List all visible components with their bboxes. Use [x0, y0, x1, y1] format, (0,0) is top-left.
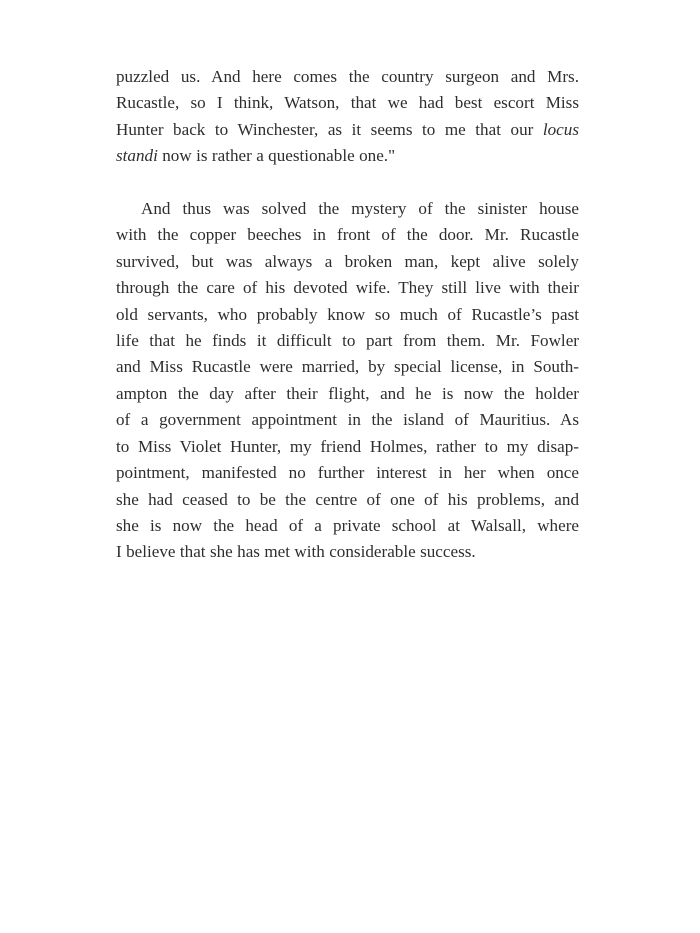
text-line: puzzled us. And here comes the country surgeon and Mrs. — [116, 67, 579, 86]
italic-term-locus: locus — [542, 119, 579, 139]
text-line — [116, 117, 579, 143]
text-line: and Miss Rucastle were married, by special license, in South- — [116, 357, 579, 377]
text-line: pointment, manifested no further interest in her when once — [116, 463, 579, 483]
text-line: I believe that she has met with considerable success. — [116, 542, 476, 562]
text-line: survived, but was always a broken man, kept alive solely — [116, 251, 579, 271]
text-line: with the copper beeches in front of the door. Mr. Rucastle — [116, 225, 579, 245]
text-line: ampton the day after their flight, and he is now the holder — [116, 383, 579, 403]
paragraph-2 — [116, 196, 579, 592]
text-line: old servants, who probably know so much of Rucastle’s past — [116, 304, 579, 324]
text-line: And thus was solved the mystery of the sinister house — [141, 199, 579, 219]
page-text-block — [116, 64, 579, 592]
text-line: Rucastle, so I think, Watson, that we had best escort Miss — [116, 93, 579, 113]
text-line: of a government appointment in the island of Mauritius. As — [116, 410, 579, 430]
text-line: through the care of his devoted wife. They still live with their — [116, 278, 579, 298]
text-line: life that he finds it difficult to part from them. Mr. Fowler — [116, 331, 579, 351]
text-line-segment: now is rather a questionable one." — [157, 146, 396, 166]
paragraph-1 — [116, 64, 579, 196]
text-line: she had ceased to be the centre of one of his problems, and — [116, 489, 579, 509]
italic-term-standi: standi — [116, 146, 158, 166]
text-line — [116, 143, 579, 169]
text-line-segment: Hunter back to Winchester, as it seems to me that our — [116, 119, 543, 139]
text-line: she is now the head of a private school at Walsall, where — [116, 515, 579, 535]
text-line: to Miss Violet Hunter, my friend Holmes, rather to my disap- — [116, 436, 579, 456]
